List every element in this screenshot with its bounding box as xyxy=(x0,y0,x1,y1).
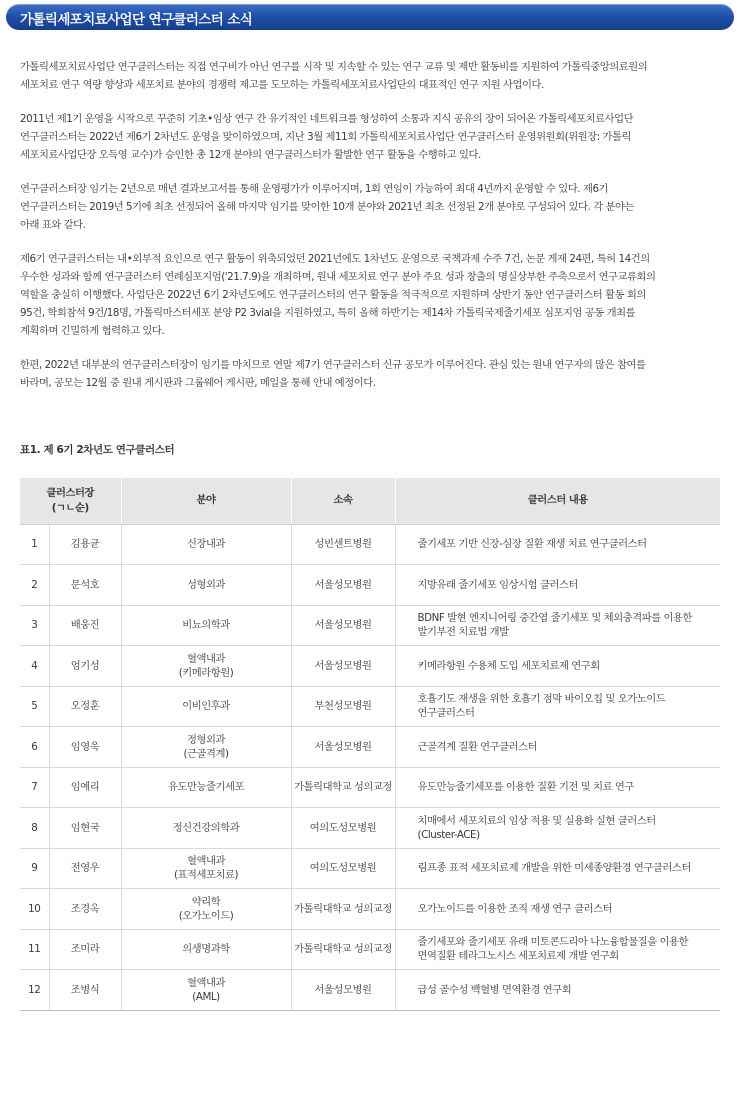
table-row xyxy=(20,646,720,687)
paragraph-line: 계획하며 긴밀하게 협력하고 있다. xyxy=(20,325,165,337)
cell-content: 유도만능줄기세포를 이용한 질환 기전 및 치료 연구 xyxy=(395,767,720,808)
paragraph-line: 바라며, 공모는 12월 중 원내 게시판과 그룹웨어 게시판, 메일을 통해 안내 예정이다. xyxy=(20,377,376,389)
paragraph-line: 95건, 학회참석 9건/18명, 가톨릭마스터세포 분양 P2 3vial을 지원하였고, 특히 올해 하반기는 제14차 가톨릭국제줄기세포 심포지엄 공동 개최를 xyxy=(20,307,636,319)
cell-content: 줄기세포 기반 신장-심장 질환 재생 치료 연구클러스터 xyxy=(395,524,720,565)
cell-affiliation: 성빈센트병원 xyxy=(291,524,395,565)
cell-leader: 조병식 xyxy=(49,970,121,1011)
cell-leader: 전영우 xyxy=(49,848,121,889)
cluster-table xyxy=(20,478,720,1011)
table-row xyxy=(20,970,720,1011)
cell-content: 키메라항원 수용체 도입 세포치료제 연구회 xyxy=(395,646,720,687)
paragraph-line: 연구클러스터는 2022년 제6기 2차년도 운영을 맞이하였으며, 지난 3월 제11회 가톨릭세포치료사업단 연구클러스터 운영위원회(위원장: 가톨릭 xyxy=(20,131,632,143)
cell-field: 혈액내과 (표적세포치료) xyxy=(121,848,291,889)
cell-content: 급성 골수성 백혈병 면역환경 연구회 xyxy=(395,970,720,1011)
cell-content: 오가노이드를 이용한 조직 재생 연구 클러스터 xyxy=(395,889,720,930)
table-header-row xyxy=(20,478,720,524)
table-row xyxy=(20,565,720,606)
cell-number: 8 xyxy=(20,808,49,849)
cell-number: 6 xyxy=(20,727,49,768)
paragraph-line: 세포치료 연구 역량 향상과 세포치료 분야의 경쟁력 제고를 도모하는 가톨릭세포치료사업단의 대표적인 연구 지원 사업이다. xyxy=(20,79,544,91)
cell-content: BDNF 발현 엔지니어링 중간엽 줄기세포 및 체외충격파를 이용한 발기부전 치료법 개발 xyxy=(395,605,720,646)
cell-leader: 김용균 xyxy=(49,524,121,565)
cell-affiliation: 가톨릭대학교 성의교정 xyxy=(291,889,395,930)
cell-field: 유도만능줄기세포 xyxy=(121,767,291,808)
paragraph xyxy=(20,180,722,234)
cell-content: 줄기세포와 줄기세포 유래 미토콘드리아 나노융합물질을 이용한 면역질환 테라그노시스 세포치료제 개발 연구회 xyxy=(395,929,720,970)
cell-field: 정형외과 (근골격계) xyxy=(121,727,291,768)
cell-leader: 조경옥 xyxy=(49,889,121,930)
cell-affiliation: 서울성모병원 xyxy=(291,565,395,606)
cell-content: 근골격계 질환 연구클러스터 xyxy=(395,727,720,768)
paragraph xyxy=(20,356,722,392)
paragraph-line: 2011년 제1기 운영을 시작으로 꾸준히 기초•임상 연구 간 유기적인 네트워크를 형성하여 소통과 지식 공유의 장이 되어온 가톨릭세포치료사업단 xyxy=(20,113,634,125)
table-row xyxy=(20,808,720,849)
cell-affiliation: 부천성모병원 xyxy=(291,686,395,727)
paragraph-line: 세포치료사업단장 오득영 교수)가 승인한 총 12개 분야의 연구클러스터가 활발한 연구 활동을 수행하고 있다. xyxy=(20,149,481,161)
cell-number: 10 xyxy=(20,889,49,930)
cell-affiliation: 여의도성모병원 xyxy=(291,848,395,889)
cell-leader: 오정훈 xyxy=(49,686,121,727)
cell-number: 12 xyxy=(20,970,49,1011)
cell-field: 혈액내과 (AML) xyxy=(121,970,291,1011)
cell-field: 약리학 (오가노이드) xyxy=(121,889,291,930)
paragraph-line: 연구클러스터장 임기는 2년으로 매년 결과보고서를 통해 운영평가가 이루어지며, 1회 연임이 가능하여 최대 4년까지 운영할 수 있다. 제6기 xyxy=(20,183,609,195)
table-row xyxy=(20,848,720,889)
header-field: 분야 xyxy=(121,478,291,524)
paragraph-line: 아래 표와 같다. xyxy=(20,219,86,231)
paragraph-line: 우수한 성과와 함께 연구클러스터 연례심포지엄('21.7.9)을 개최하며, 원내 세포치료 연구 분야 주요 성과 창출의 명실상부한 주축으로서 연구교류회의 xyxy=(20,271,656,283)
cell-number: 7 xyxy=(20,767,49,808)
cell-leader: 배웅진 xyxy=(49,605,121,646)
cell-content: 지방유래 줄기세포 임상시험 클러스터 xyxy=(395,565,720,606)
paragraph-line: 연구클러스터는 2019년 5기에 최초 선정되어 올해 마지막 임기를 맞이한 10개 분야와 2021년 최초 선정된 2개 분야로 구성되어 있다. 각 분야는 xyxy=(20,201,635,213)
cell-number: 11 xyxy=(20,929,49,970)
cell-field: 혈액내과 (키메라항원) xyxy=(121,646,291,687)
cell-affiliation: 서울성모병원 xyxy=(291,605,395,646)
header-leader: 클러스터장 (ㄱㄴ순) xyxy=(20,478,121,524)
cell-affiliation: 여의도성모병원 xyxy=(291,808,395,849)
header-bar xyxy=(6,4,734,30)
cell-number: 3 xyxy=(20,605,49,646)
cell-leader: 문석호 xyxy=(49,565,121,606)
cell-content: 호흡기도 재생을 위한 호흡기 점막 바이오칩 및 오가노이드 연구클러스터 xyxy=(395,686,720,727)
paragraph xyxy=(20,110,722,164)
cell-field: 신장내과 xyxy=(121,524,291,565)
cell-affiliation: 가톨릭대학교 성의교정 xyxy=(291,767,395,808)
cell-leader: 임영욱 xyxy=(49,727,121,768)
paragraph-line: 가톨릭세포치료사업단 연구클러스터는 직접 연구비가 아닌 연구를 시작 및 지속할 수 있는 연구 교류 및 제반 활동비를 지원하여 가톨릭중앙의료원의 xyxy=(20,61,648,73)
page-title: 가톨릭세포치료사업단 연구클러스터 소식 xyxy=(20,12,253,28)
cell-affiliation: 서울성모병원 xyxy=(291,970,395,1011)
table-caption: 표1. 제 6기 2차년도 연구클러스터 xyxy=(20,444,175,456)
paragraph-line: 제6기 연구클러스터는 내•외부적 요인으로 연구 활동이 위축되었던 2021년에도 1차년도 운영으로 국책과제 수주 7건, 논문 게재 24편, 특허 14건의 xyxy=(20,253,650,265)
cell-field: 성형외과 xyxy=(121,565,291,606)
paragraph xyxy=(20,58,722,94)
cell-affiliation: 가톨릭대학교 성의교정 xyxy=(291,929,395,970)
cell-field: 이비인후과 xyxy=(121,686,291,727)
table-row xyxy=(20,686,720,727)
cell-leader: 임현국 xyxy=(49,808,121,849)
cell-number: 1 xyxy=(20,524,49,565)
cell-number: 4 xyxy=(20,646,49,687)
cell-affiliation: 서울성모병원 xyxy=(291,646,395,687)
cell-field: 정신건강의학과 xyxy=(121,808,291,849)
table-row xyxy=(20,727,720,768)
cell-content: 치매에서 세포치료의 임상 적용 및 실용화 실현 클러스터 (Cluster-ACE) xyxy=(395,808,720,849)
table-row xyxy=(20,767,720,808)
cell-field: 비뇨의학과 xyxy=(121,605,291,646)
cell-number: 2 xyxy=(20,565,49,606)
cell-leader: 엄기성 xyxy=(49,646,121,687)
cell-leader: 조미라 xyxy=(49,929,121,970)
paragraph xyxy=(20,250,722,340)
paragraph-line: 한편, 2022년 대부분의 연구클러스터장이 임기를 마치므로 연말 제7기 연구클러스터 신규 공모가 이루어진다. 관심 있는 원내 연구자의 많은 참여를 xyxy=(20,359,646,371)
header-affiliation: 소속 xyxy=(291,478,395,524)
cell-field: 의생명과학 xyxy=(121,929,291,970)
cell-number: 9 xyxy=(20,848,49,889)
table-row xyxy=(20,929,720,970)
cell-number: 5 xyxy=(20,686,49,727)
header-content: 클러스터 내용 xyxy=(395,478,720,524)
article-body xyxy=(20,58,722,408)
cell-leader: 임예리 xyxy=(49,767,121,808)
table-row xyxy=(20,524,720,565)
cell-content: 림프종 표적 세포치료제 개발을 위한 미세종양환경 연구클러스터 xyxy=(395,848,720,889)
paragraph-line: 역할을 충실히 이행했다. 사업단은 2022년 6기 2차년도에도 연구클러스터의 연구 활동을 적극적으로 지원하며 상반기 동안 연구클러스터 활동 회의 xyxy=(20,289,646,301)
table-row xyxy=(20,889,720,930)
table-row xyxy=(20,605,720,646)
cell-affiliation: 서울성모병원 xyxy=(291,727,395,768)
